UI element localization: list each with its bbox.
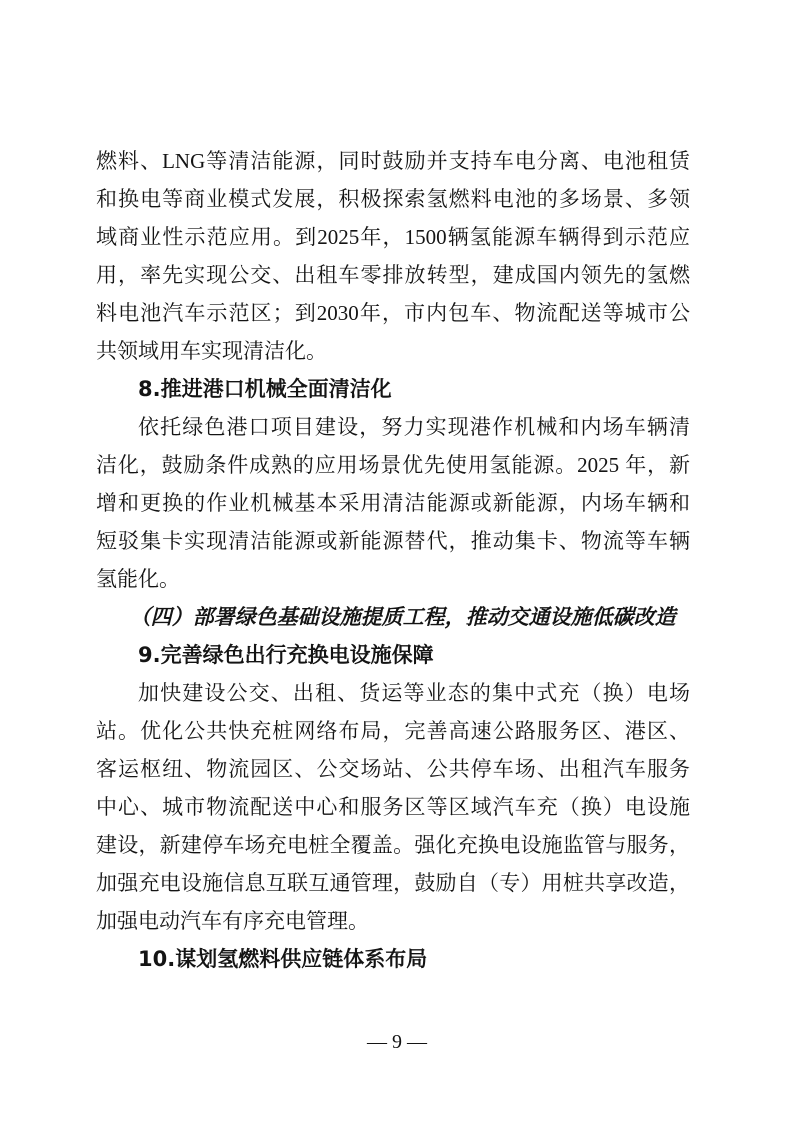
text-line: 氢能化。 bbox=[96, 567, 180, 591]
text-line: 洁化，鼓励条件成熟的应用场景优先使用氢能源。2025 年，新 bbox=[96, 453, 690, 477]
text-line: 共领域用车实现清洁化。 bbox=[96, 339, 327, 363]
text-line: 和换电等商业模式发展，积极探索氢燃料电池的多场景、多领 bbox=[96, 187, 690, 211]
heading-line: 9.完善绿色出行充换电设施保障 bbox=[138, 643, 434, 667]
text-line: 料电池汽车示范区；到2030年，市内包车、物流配送等城市公 bbox=[96, 301, 690, 325]
text-line: 加快建设公交、出租、货运等业态的集中式充（换）电场 bbox=[138, 681, 690, 705]
heading-line: 8.推进港口机械全面清洁化 bbox=[138, 377, 392, 401]
document-body bbox=[96, 142, 690, 978]
text-line: 加强电动汽车有序充电管理。 bbox=[96, 909, 369, 933]
text-line: 客运枢纽、物流园区、公交场站、公共停车场、出租汽车服务 bbox=[96, 757, 690, 781]
text-line: 中心、城市物流配送中心和服务区等区域汽车充（换）电设施 bbox=[96, 795, 690, 819]
page-number: — 9 — bbox=[367, 1031, 427, 1053]
text-line: 依托绿色港口项目建设，努力实现港作机械和内场车辆清 bbox=[138, 415, 690, 439]
heading-line: 10.谋划氢燃料供应链体系布局 bbox=[138, 947, 428, 971]
text-line: 增和更换的作业机械基本采用清洁能源或新能源，内场车辆和 bbox=[96, 491, 690, 515]
text-line: 建设，新建停车场充电桩全覆盖。强化充换电设施监管与服务， bbox=[96, 833, 690, 857]
text-line: 域商业性示范应用。到2025年，1500辆氢能源车辆得到示范应 bbox=[96, 225, 690, 249]
text-line: 燃料、LNG等清洁能源，同时鼓励并支持车电分离、电池租赁 bbox=[96, 149, 690, 173]
text-line: 加强充电设施信息互联互通管理，鼓励自（专）用桩共享改造， bbox=[96, 871, 690, 895]
text-line: 用，率先实现公交、出租车零排放转型，建成国内领先的氢燃 bbox=[96, 263, 690, 287]
heading-line: （四）部署绿色基础设施提质工程，推动交通设施低碳改造 bbox=[129, 605, 676, 629]
text-line: 站。优化公共快充桩网络布局，完善高速公路服务区、港区、 bbox=[96, 719, 690, 743]
text-line: 短驳集卡实现清洁能源或新能源替代，推动集卡、物流等车辆 bbox=[96, 529, 690, 553]
